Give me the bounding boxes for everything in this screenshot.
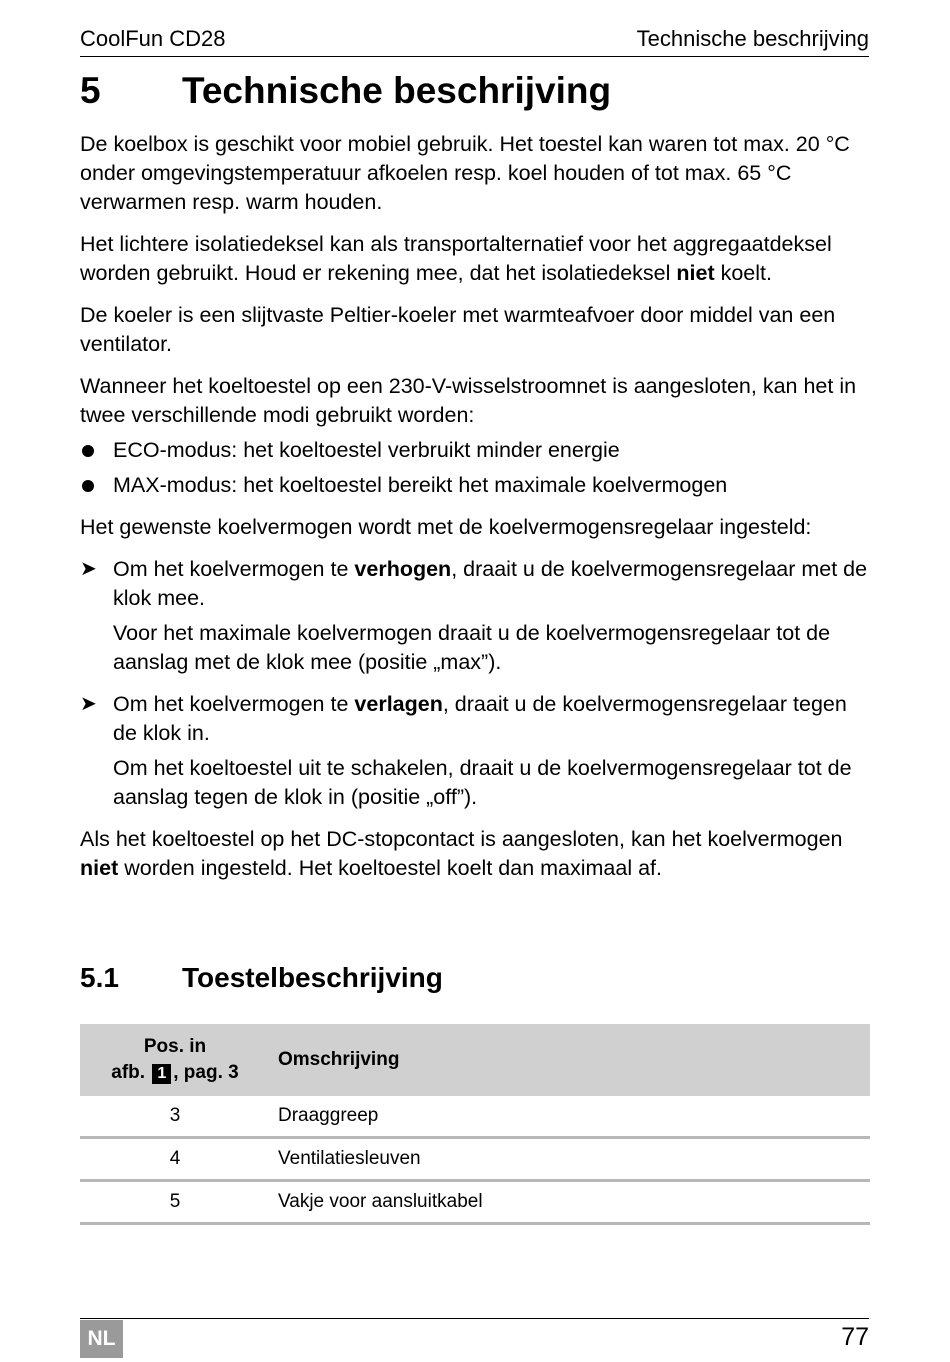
emphasis-niet: niet [80,856,119,880]
list-item: MAX-modus: het koeltoestel bereikt het maximale koelvermogen [80,471,870,500]
subsection-heading [80,962,443,994]
cell-position: 4 [80,1138,270,1181]
cell-description: Vakje voor aansluitkabel [270,1181,870,1224]
table-row [80,1181,870,1224]
cell-position: 3 [80,1096,270,1138]
table-row [80,1138,870,1181]
page-number: 77 [841,1323,869,1351]
header-product: CoolFun CD28 [80,26,226,51]
page-header [80,24,869,57]
paragraph-intro: De koelbox is geschikt voor mobiel gebruik. Het toestel kan waren tot max. 20 °C onder omgevingstemperatuur afkoelen resp. koel houden of tot max. 65 °C verwarmen resp. warm houden. [80,132,850,214]
paragraph-dc: Als het koeltoestel op het DC-stopcontact is aangesloten, kan het koelvermogen niet worden ingesteld. Het koeltoestel koelt dan maximaal af. [80,827,843,880]
paragraph-peltier: De koeler is een slijtvaste Peltier-koeler met warmteafvoer door middel van een ventilator. [80,303,836,356]
paragraph-regulator: Het gewenste koelvermogen wordt met de koelvermogensregelaar ingesteld: [80,515,812,539]
step-increase-note: Voor het maximale koelvermogen draait u de koelvermogensregelaar tot de aanslag met de klok mee (positie „max”). [113,621,831,674]
step-decrease: ➤ Om het koelvermogen te verlagen, draait u de koelvermogensregelaar tegen de klok in. [80,692,847,745]
list-item: ECO-modus: het koeltoestel verbruikt minder energie [80,436,870,465]
arrow-step-icon: ➤ [80,693,97,715]
emphasis-niet: niet [676,261,715,285]
section-heading [80,70,611,112]
bullet-dot-icon [82,445,94,457]
paragraph-modes-intro: Wanneer het koeltoestel op een 230-V-wisselstroomnet is aangesloten, kan het in twee verschillende modi gebruikt worden: [80,374,857,427]
figure-number-badge: 1 [152,1064,171,1084]
cell-description: Ventilatiesleuven [270,1138,870,1181]
cell-description: Draaggreep [270,1096,870,1138]
bullet-dot-icon [82,480,94,492]
step-increase: ➤ Om het koelvermogen te verhogen, draait u de koelvermogensregelaar met de klok mee. [80,557,868,610]
header-section: Technische beschrijving [636,26,869,51]
arrow-step-icon: ➤ [80,558,97,580]
footer-divider [80,1318,869,1319]
mode-list [80,436,870,500]
parts-table [80,1024,870,1225]
column-header-position: Pos. in afb. 1 , pag. 3 [80,1024,270,1096]
cell-position: 5 [80,1181,270,1224]
step-decrease-note: Om het koeltoestel uit te schakelen, draait u de koelvermogensregelaar tot de aanslag tegen de klok in (positie „off”). [113,756,852,809]
column-header-description: Omschrijving [270,1024,870,1096]
section-title: Technische beschrijving [182,70,612,111]
section-number: 5 [80,70,101,111]
table-row [80,1096,870,1138]
paragraph-lid: Het lichtere isolatiedeksel kan als transportalternatief voor het aggregaatdeksel worden gebruikt. Houd er rekening mee, dat het isolatiedeksel niet koelt. [80,232,832,285]
subsection-title: Toestelbeschrijving [182,962,443,993]
subsection-number: 5.1 [80,962,119,993]
table-header-row [80,1024,870,1096]
section-body [80,130,870,896]
language-badge: NL [80,1320,123,1358]
